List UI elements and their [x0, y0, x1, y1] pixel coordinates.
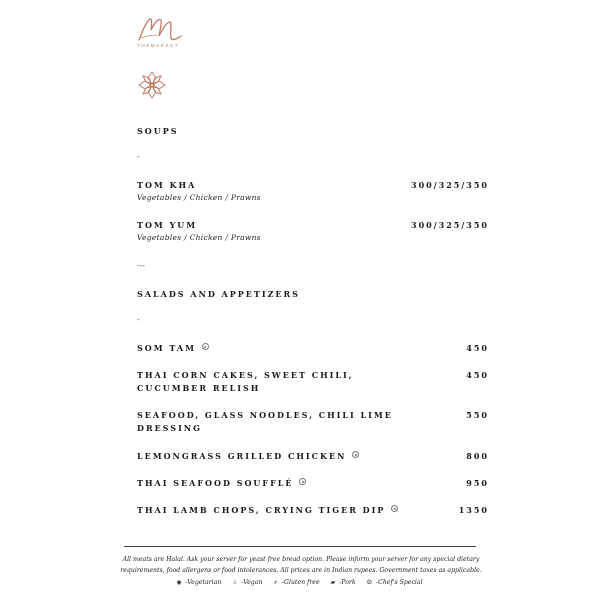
chefs-special-icon: ☺	[366, 579, 372, 586]
item-price: 450	[466, 343, 489, 353]
logo	[137, 16, 187, 48]
item-name-line-2: CUCUMBER RELISH	[137, 383, 261, 393]
footer-note	[116, 554, 486, 576]
footer-line-1: All meats are Halal. Ask your server for yeast free bread option. Please inform your server for any special dietary	[122, 556, 480, 563]
footer-line-2: requirements, food allergens or food intolerances. All prices are in Indian rupees. Government taxes as applicable.	[120, 567, 482, 574]
section-divider: -	[137, 152, 140, 161]
item-name: THAI SEAFOOD SOUFFLÉ	[137, 478, 294, 488]
section-title-salads: SALADS AND APPETIZERS	[137, 289, 300, 299]
vegetarian-icon: ◉	[176, 579, 182, 586]
item-name: TOM KHA	[137, 180, 197, 190]
menu-item-thai-corn-cakes	[137, 369, 489, 395]
item-name: SOM TAM	[137, 343, 196, 353]
menu-item-seafood-glass-noodles	[137, 409, 489, 435]
item-name: THAI LAMB CHOPS, CRYING TIGER DIP	[137, 505, 386, 515]
legend-vegan: -Vegan	[241, 579, 263, 586]
item-subtitle: Vegetables / Chicken / Prawns	[137, 233, 261, 242]
menu-item-thai-seafood-souffle	[137, 477, 489, 490]
lotus-ornament-icon	[137, 70, 167, 104]
legend-vegetarian: -Vegetarian	[185, 579, 222, 586]
footer-rule	[124, 546, 476, 547]
item-price: 450	[466, 370, 489, 380]
pork-icon: ▰	[330, 579, 336, 586]
item-name-line-1: SEAFOOD, GLASS NOODLES, CHILI LIME	[137, 410, 393, 420]
gluten-free-icon: ⸙	[273, 579, 278, 586]
item-subtitle: Vegetables / Chicken / Prawns	[137, 193, 261, 202]
section-title-soups: SOUPS	[137, 126, 179, 136]
item-price: 800	[466, 451, 489, 461]
vegetarian-icon	[299, 478, 306, 485]
section-end-divider: ---	[137, 261, 146, 270]
item-name-line-2: DRESSING	[137, 423, 202, 433]
item-price: 300/325/350	[411, 180, 489, 190]
item-name: LEMONGRASS GRILLED CHICKEN	[137, 451, 347, 461]
item-price: 1350	[458, 505, 489, 515]
legend-chefs-special: -Chef's Special	[376, 579, 423, 586]
vegetarian-icon	[391, 505, 398, 512]
vegetarian-icon	[352, 451, 359, 458]
legend-gluten-free: -Gluten free	[281, 579, 320, 586]
item-name: TOM YUM	[137, 220, 198, 230]
menu-item-lemongrass-chicken	[137, 450, 489, 463]
menu-item-tom-kha	[137, 179, 489, 204]
menu-item-som-tam	[137, 342, 489, 355]
legend-pork: -Pork	[339, 579, 356, 586]
item-price: 550	[466, 410, 489, 420]
logo-text: THEMARKET	[137, 43, 180, 48]
section-divider: -	[137, 315, 140, 324]
menu-item-thai-lamb-chops	[137, 504, 489, 517]
item-name-line-1: THAI CORN CAKES, SWEET CHILI,	[137, 370, 354, 380]
menu-item-tom-yum	[137, 219, 489, 244]
vegetarian-icon	[202, 343, 209, 350]
market-logo-icon	[137, 16, 183, 42]
item-price: 300/325/350	[411, 220, 489, 230]
vegan-icon: ♧	[232, 579, 238, 586]
dietary-legend	[116, 578, 486, 586]
item-price: 950	[466, 478, 489, 488]
